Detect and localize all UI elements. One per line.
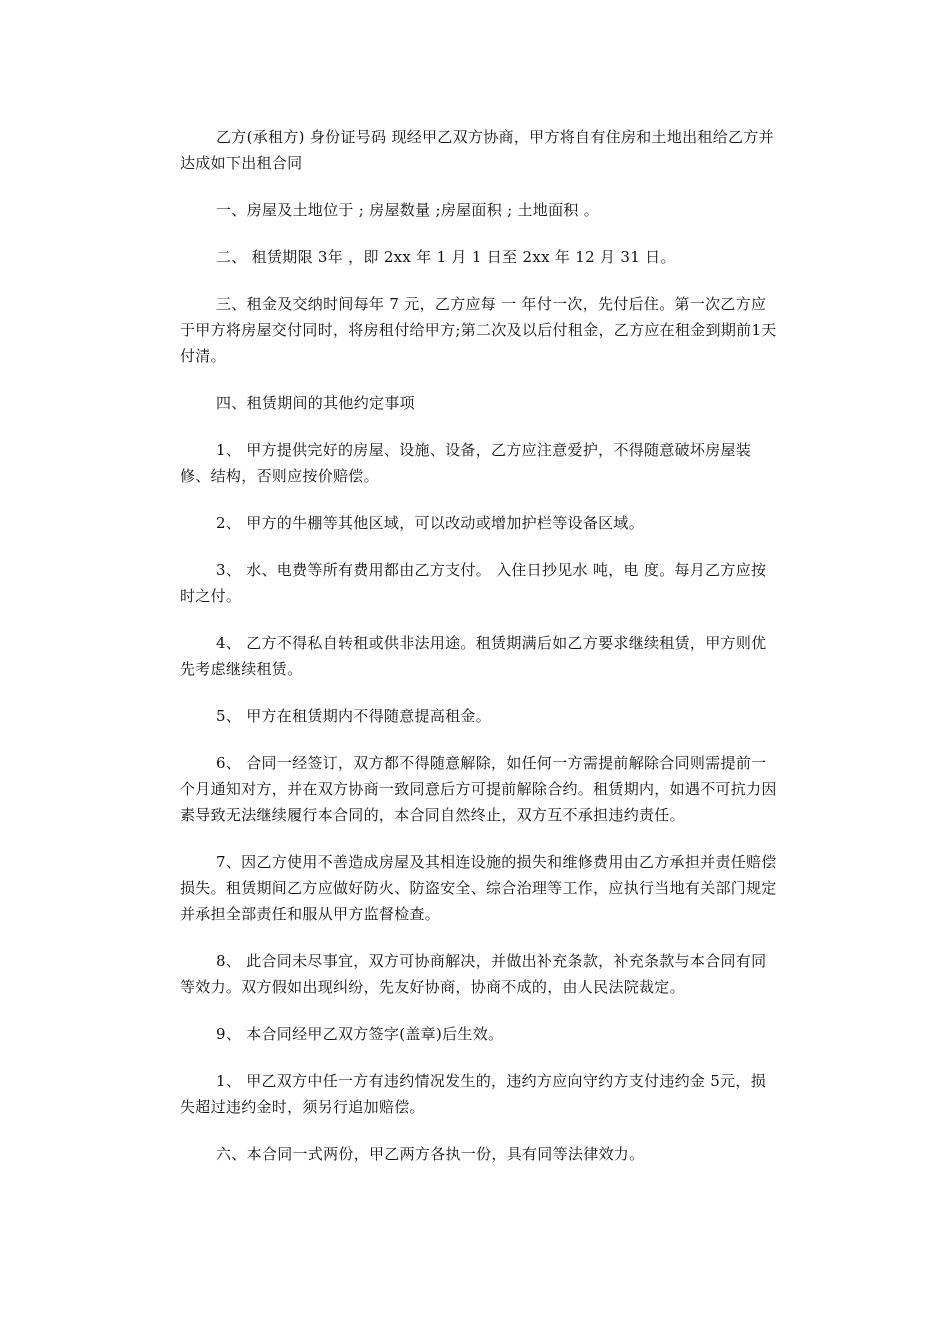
contract-body <box>180 124 780 1188</box>
paragraph-intro: 乙方(承租方) 身份证号码 现经甲乙双方协商，甲方将自有住房和土地出租给乙方并达成如下出租合同 <box>180 128 774 172</box>
paragraph-breach-clause: 1、 甲乙双方中任一方有违约情况发生的，违约方应向守约方支付违约金 5元，损失超过违约金时，须另行追加赔偿。 <box>180 1072 767 1116</box>
paragraph-clause-1: 1、 甲方提供完好的房屋、设施、设备，乙方应注意爱护，不得随意破坏房屋装修、结构，否则应按价赔偿。 <box>180 441 752 485</box>
paragraph-clause-7: 7、因乙方使用不善造成房屋及其相连设施的损失和维修费用由乙方承担并责任赔偿损失。租赁期间乙方应做好防火、防盗安全、综合治理等工作，应执行当地有关部门规定并承担全部责任和服从甲方监督检查。 <box>180 853 777 923</box>
paragraph-clause-6: 6、 合同一经签订，双方都不得随意解除，如任何一方需提前解除合同则需提前一个月通知对方，并在双方协商一致同意后方可提前解除合约。租赁期内，如遇不可抗力因素导致无法继续履行本合同的，本合同自然终止，双方互不承担违约责任。 <box>180 754 777 824</box>
paragraph-clause-8: 8、 此合同未尽事宜，双方可协商解决，并做出补充条款，补充条款与本合同有同等效力。双方假如出现纠纷，先友好协商，协商不成的，由人民法院裁定。 <box>180 952 767 996</box>
paragraph-clause-4: 4、 乙方不得私自转租或供非法用途。租赁期满后如乙方要求继续租赁，甲方则优先考虑继续租赁。 <box>180 634 767 678</box>
paragraph-rent-payment: 三、租金及交纳时间每年 7 元，乙方应每 一 年付一次，先付后住。第一次乙方应于甲方将房屋交付同时，将房租付给甲方;第二次及以后付租金，乙方应在租金到期前1天付清。 <box>180 295 777 365</box>
paragraph-clause-9: 9、 本合同经甲乙双方签字(盖章)后生效。 <box>216 1025 504 1043</box>
paragraph-other-terms-heading: 四、租赁期间的其他约定事项 <box>216 394 415 412</box>
paragraph-copies: 六、本合同一式两份，甲乙两方各执一份，具有同等法律效力。 <box>216 1145 645 1163</box>
paragraph-clause-5: 5、 甲方在租赁期内不得随意提高租金。 <box>216 707 492 725</box>
paragraph-clause-2: 2、 甲方的牛棚等其他区域，可以改动或增加护栏等设备区域。 <box>216 514 645 532</box>
paragraph-clause-3: 3、 水、电费等所有费用都由乙方支付。 入住日抄见水 吨，电 度。每月乙方应按时之付。 <box>180 561 767 605</box>
paragraph-lease-term: 二、 租赁期限 3年 ，即 2xx 年 1 月 1 日至 2xx 年 12 月 31 日。 <box>216 248 676 266</box>
paragraph-property-location: 一、房屋及土地位于 ; 房屋数量 ;房屋面积 ; 土地面积 。 <box>216 201 600 219</box>
